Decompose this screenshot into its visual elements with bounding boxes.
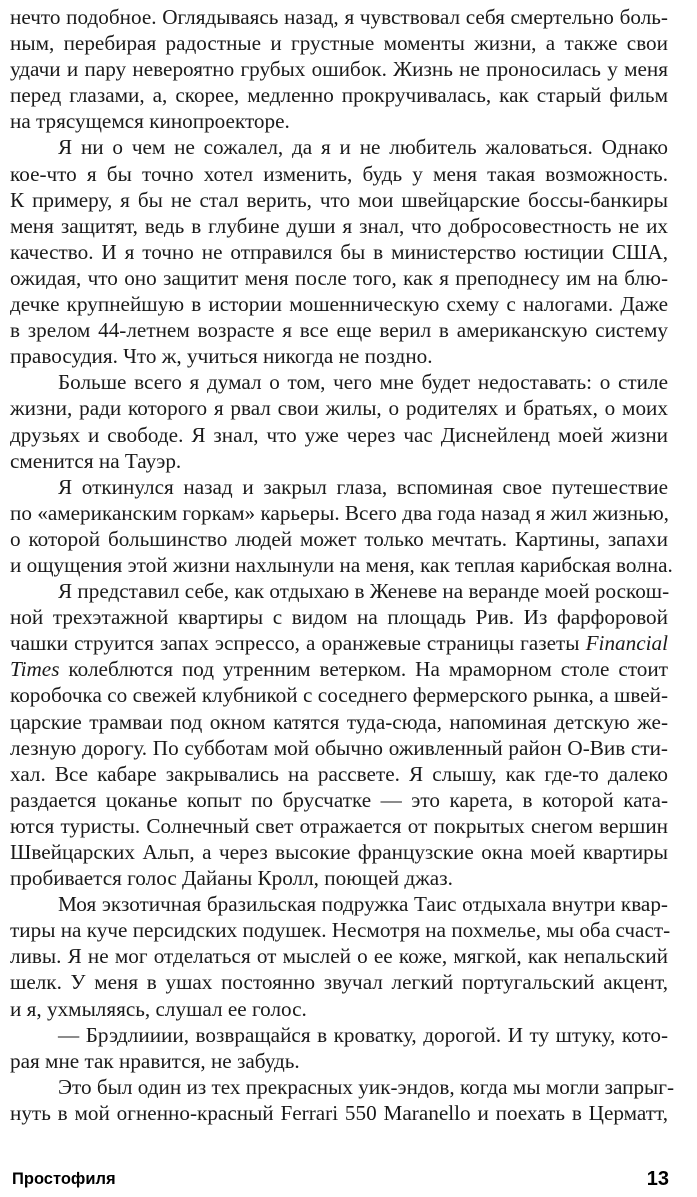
text-line — [10, 187, 668, 213]
text-line — [10, 839, 668, 865]
text-line — [10, 1074, 675, 1100]
text-run: ются туристы. Солнечный свет отражается от покрытых снегом вершин — [10, 813, 668, 838]
text-line — [10, 317, 668, 343]
text-line — [10, 891, 668, 917]
text-line — [10, 474, 668, 500]
text-line — [10, 787, 668, 813]
text-run: правосудия. Что ж, учиться никогда не поздно. — [10, 344, 433, 369]
text-line — [10, 578, 668, 604]
text-run: Я представил себе, как отдыхаю в Женеве на веранде моей роскош- — [58, 579, 670, 604]
text-line — [10, 56, 668, 82]
text-run: удачи и пару невероятно грубых ошибок. Жизнь не проносилась у меня — [10, 57, 668, 82]
text-run: шелк. У меня в ушах постоянно звучал легкий португальский акцент, — [10, 970, 668, 995]
text-line — [10, 709, 668, 735]
text-run: сменится на Тауэр. — [10, 448, 182, 473]
text-run: ным, перебирая радостные и грустные моменты жизни, а также свои — [10, 31, 668, 56]
text-run: Моя экзотичная бразильская подружка Таис отдыхала внутри квар- — [58, 892, 668, 917]
text-line — [10, 239, 668, 265]
text-run: в зрелом 44-летнем возрасте я все еще верил в американскую систему — [10, 318, 668, 343]
text-run: коробочка со свежей клубникой с соседнего фермерского рынка, а швей- — [10, 683, 668, 708]
text-run: друзьях и свободе. Я знал, что уже через час Диснейленд моей жизни — [10, 422, 668, 447]
text-line — [10, 395, 668, 421]
text-line — [10, 656, 668, 682]
text-line — [10, 369, 668, 395]
page-number: 13 — [646, 1168, 669, 1190]
running-title: Простофиля — [12, 1170, 116, 1188]
text-run: Это был один из тех прекрасных уик-эндов, когда мы могли запрыг- — [58, 1074, 675, 1099]
page-footer — [12, 1170, 669, 1196]
text-run: Больше всего я думал о том, чего мне будет недоставать: о стиле — [58, 370, 668, 395]
text-run: меня защитят, ведь в глубине души я знал, что добросовестность не их — [10, 213, 668, 238]
text-run: лезную дорогу. По субботам мой обычно оживленный район О-Вив сти- — [10, 735, 668, 760]
text-line — [10, 761, 668, 787]
text-line — [10, 526, 668, 552]
text-line — [10, 4, 668, 30]
text-run: К примеру, я бы не стал верить, что мои швейцарские боссы-банкиры — [10, 187, 668, 212]
text-run: качество. И я точно не отправился бы в министерство юстиции США, — [10, 239, 668, 264]
text-line — [10, 265, 668, 291]
text-line — [10, 161, 668, 187]
text-run: — Брэдлииии, возвращайся в кроватку, дорогой. И ту штуку, кото- — [58, 1022, 668, 1047]
text-run: чашки струится запах эспрессо, а оранжевые страницы газеты — [10, 631, 586, 656]
text-run: раздается цоканье копыт по брусчатке — это карета, в которой ката- — [10, 787, 668, 812]
text-run: хал. Все кабаре закрывались на рассвете. Я слышу, как где-то далеко — [10, 761, 668, 786]
text-run: колеблются под утренним ветерком. На мраморном столе стоит — [59, 657, 668, 682]
text-run: перед глазами, а, скорее, медленно прокручивалась, как старый фильм — [10, 83, 668, 108]
text-line — [10, 865, 668, 891]
text-line — [10, 604, 668, 630]
text-run: ливы. Я не мог отделаться от мыслей о ее коже, мягкой, как непальский — [10, 944, 668, 969]
text-line — [10, 1022, 668, 1048]
text-run: ной трехэтажной квартиры с видом на площадь Рив. Из фарфоровой — [10, 605, 668, 630]
text-run: нуть в мой огненно-красный Ferrari 550 Maranello и поехать в Церматт, — [10, 1100, 668, 1125]
text-line — [10, 108, 668, 134]
text-line — [10, 996, 668, 1022]
italic-run: Times — [10, 657, 60, 682]
text-line — [10, 134, 668, 160]
text-run: по «американским горкам» карьеры. Всего два года назад я жил жизнью, — [10, 500, 669, 525]
body-text — [10, 4, 675, 1126]
text-line — [10, 1048, 668, 1074]
text-run: жизни, ради которого я рвал свои жилы, о родителях и братьях, о моих — [10, 396, 668, 421]
text-line — [10, 500, 668, 526]
text-line — [10, 30, 668, 56]
text-line — [10, 682, 668, 708]
text-line — [10, 735, 668, 761]
text-run: пробивается голос Дайаны Кролл, поющей джаз. — [10, 866, 453, 891]
text-line — [10, 552, 673, 578]
text-run: на трясущемся кинопроекторе. — [10, 109, 290, 134]
text-run: Я ни о чем не сожалел, да я и не любитель жаловаться. Однако — [58, 135, 668, 160]
text-line — [10, 82, 668, 108]
text-line — [10, 343, 668, 369]
text-run: тиры на куче персидских подушек. Несмотря на похмелье, мы оба счаст- — [10, 918, 671, 943]
text-line — [10, 213, 668, 239]
text-run: Швейцарских Альп, а через высокие французские окна моей квартиры — [10, 840, 668, 864]
text-line — [10, 448, 668, 474]
text-line — [10, 969, 668, 995]
text-run: кое-что я бы точно хотел изменить, будь у меня такая возможность. — [10, 161, 668, 186]
text-run: и я, ухмыляясь, слушал ее голос. — [10, 996, 307, 1021]
text-run: нечто подобное. Оглядываясь назад, я чувствовал себя смертельно боль- — [10, 5, 668, 29]
text-run: дечке крупнейшую в истории мошенническую схему с налогами. Даже — [10, 292, 668, 317]
text-run: Я откинулся назад и закрыл глаза, вспоминая свое путешествие — [58, 474, 668, 499]
text-line — [10, 291, 668, 317]
text-line — [10, 917, 671, 943]
italic-run: Financial — [585, 631, 668, 656]
text-run: ожидая, что оно защитит меня после того, как я преподнесу им на блю- — [10, 265, 668, 290]
text-run: царские трамваи под окном катятся туда-сюда, напоминая детскую же- — [10, 709, 668, 734]
text-line — [10, 813, 668, 839]
text-line — [10, 422, 668, 448]
text-run: рая мне так нравится, не забудь. — [10, 1048, 300, 1073]
text-run: и ощущения этой жизни нахлынули на меня, как теплая карибская волна. — [10, 552, 673, 577]
text-line — [10, 630, 668, 656]
text-run: о которой большинство людей может только мечтать. Картины, запахи — [10, 526, 668, 551]
text-line — [10, 1100, 668, 1126]
text-line — [10, 943, 668, 969]
